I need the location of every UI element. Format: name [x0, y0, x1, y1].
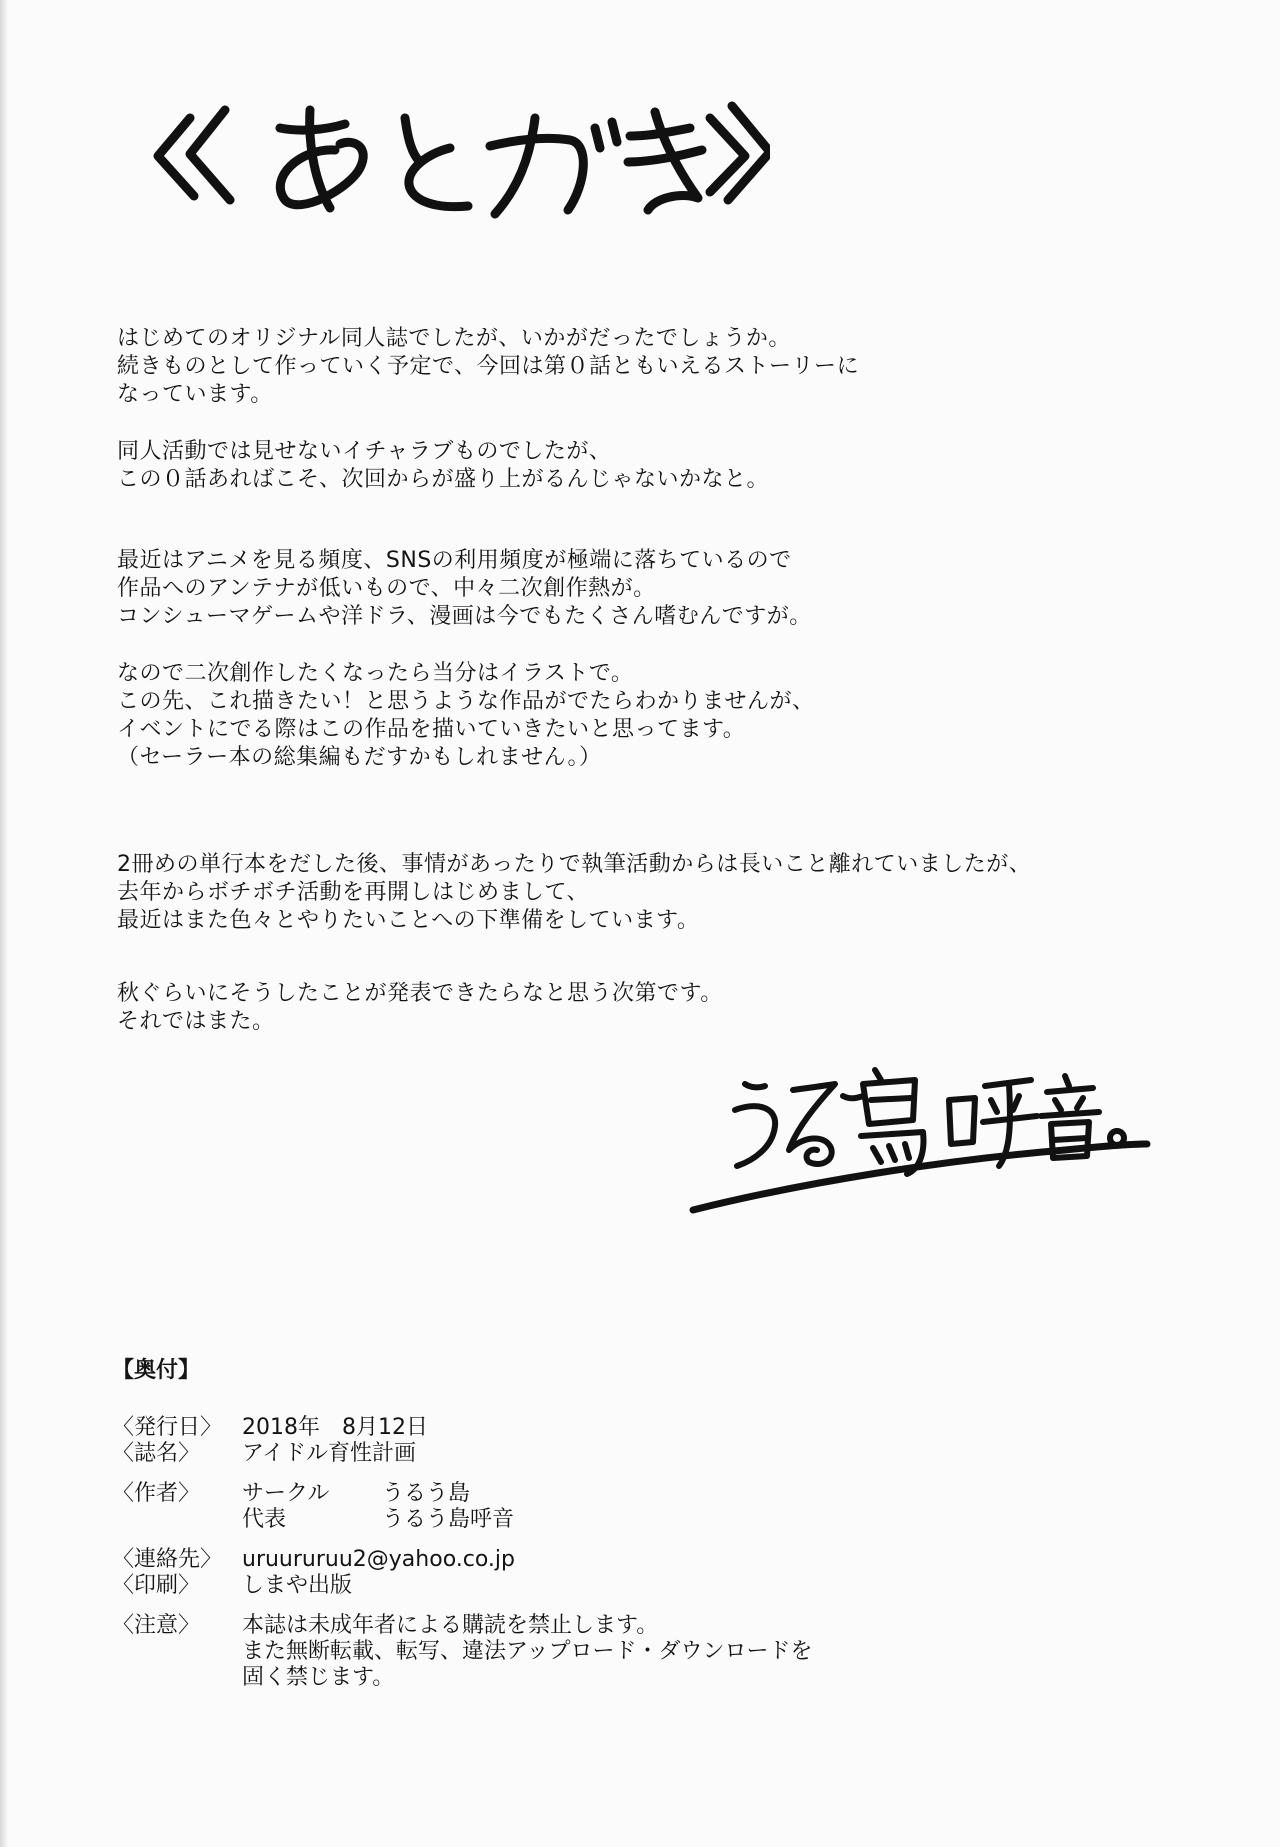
text-line: それではまた。	[117, 1009, 275, 1034]
page-edge-shadow	[0, 0, 8, 1847]
colophon-row	[112, 1573, 1012, 1599]
text-line: 秋ぐらいにそうしたことが発表できたらなと思う次第です。	[117, 981, 723, 1006]
afterword-heading-handwriting	[150, 88, 770, 228]
colophon-label: 〈連絡先〉	[112, 1547, 223, 1572]
text-line: なっています。	[117, 382, 273, 407]
colophon-row	[112, 1507, 1012, 1533]
colophon-label	[112, 1665, 242, 1691]
colophon-group	[112, 1415, 1012, 1467]
text-line: 続きものとして作っていく予定で、今回は第０話ともいえるストーリーに	[117, 354, 860, 379]
paragraph	[117, 547, 1177, 631]
text-line: （セーラー本の総集編もだすかもしれません。）	[117, 745, 602, 770]
paragraph	[117, 660, 1177, 772]
text-line: 去年からボチボチ活動を再開しはじめまして、	[117, 880, 590, 905]
colophon-row	[112, 1481, 1012, 1507]
colophon	[112, 1357, 1012, 1705]
text-line: コンシューマゲームや洋ドラ、漫画は今でもたくさん嗜むんですが。	[117, 604, 812, 629]
contact-email: uruururuu2@yahoo.co.jp	[242, 1547, 516, 1572]
paragraph	[117, 851, 1177, 935]
colophon-row	[112, 1639, 1012, 1665]
colophon-label: 〈印刷〉	[112, 1573, 201, 1598]
colophon-value: うるう島	[382, 1481, 471, 1506]
colophon-value: 2018年 8月12日	[242, 1415, 428, 1440]
colophon-label: 〈発行日〉	[112, 1415, 223, 1440]
text-line: 同人活動では見せないイチャラブものでしたが、	[117, 439, 612, 464]
colophon-row	[112, 1547, 1012, 1573]
colophon-value: 固く禁じます。	[242, 1665, 395, 1690]
colophon-row	[112, 1441, 1012, 1467]
colophon-value: うるう島呼音	[382, 1507, 515, 1532]
colophon-group	[112, 1613, 1012, 1691]
colophon-sublabel: 代表	[242, 1507, 287, 1532]
paragraph	[117, 325, 1177, 409]
colophon-title: 【奥付】	[112, 1358, 201, 1383]
colophon-value: アイドル育性計画	[242, 1441, 417, 1466]
text-line: 最近はまた色々とやりたいことへの下準備をしています。	[117, 908, 700, 933]
colophon-sublabel: サークル	[242, 1481, 330, 1506]
colophon-value: しまや出版	[242, 1573, 353, 1598]
signature-handwriting	[685, 1050, 1155, 1220]
colophon-value: 本誌は未成年者による購読を禁止します。	[242, 1613, 659, 1638]
text-line: はじめてのオリジナル同人誌でしたが、いかがだったでしょうか。	[117, 326, 791, 351]
afterword-heading	[150, 88, 770, 228]
text-line: 最近はアニメを見る頻度、SNSの利用頻度が極端に落ちているので	[117, 548, 792, 573]
colophon-label: 〈作者〉	[112, 1481, 201, 1506]
colophon-value: また無断転載、転写、違法アップロード・ダウンロードを	[242, 1639, 813, 1664]
text-line: この先、これ描きたい！と思うような作品がでたらわかりませんが、	[117, 689, 815, 714]
colophon-row	[112, 1613, 1012, 1639]
colophon-label	[112, 1639, 242, 1665]
colophon-group	[112, 1547, 1012, 1599]
text-line: この０話あればこそ、次回からが盛り上がるんじゃないかなと。	[117, 467, 770, 492]
colophon-label	[112, 1507, 242, 1533]
colophon-label: 〈注意〉	[112, 1613, 201, 1638]
paragraph	[117, 438, 1177, 494]
paragraph	[117, 980, 1177, 1036]
author-signature	[685, 1050, 1155, 1220]
text-line: イベントにでる際はこの作品を描いていきたいと思ってます。	[117, 717, 746, 742]
text-line: なので二次創作したくなったら当分はイラストで。	[117, 661, 634, 686]
colophon-group	[112, 1481, 1012, 1533]
colophon-label: 〈誌名〉	[112, 1441, 201, 1466]
colophon-row	[112, 1665, 1012, 1691]
colophon-row	[112, 1415, 1012, 1441]
text-line: 2冊めの単行本をだした後、事情があったりで執筆活動からは長いこと離れていましたが、	[117, 852, 1032, 877]
text-line: 作品へのアンテナが低いもので、中々二次創作熱が。	[117, 576, 656, 601]
afterword-body	[117, 325, 1177, 1036]
